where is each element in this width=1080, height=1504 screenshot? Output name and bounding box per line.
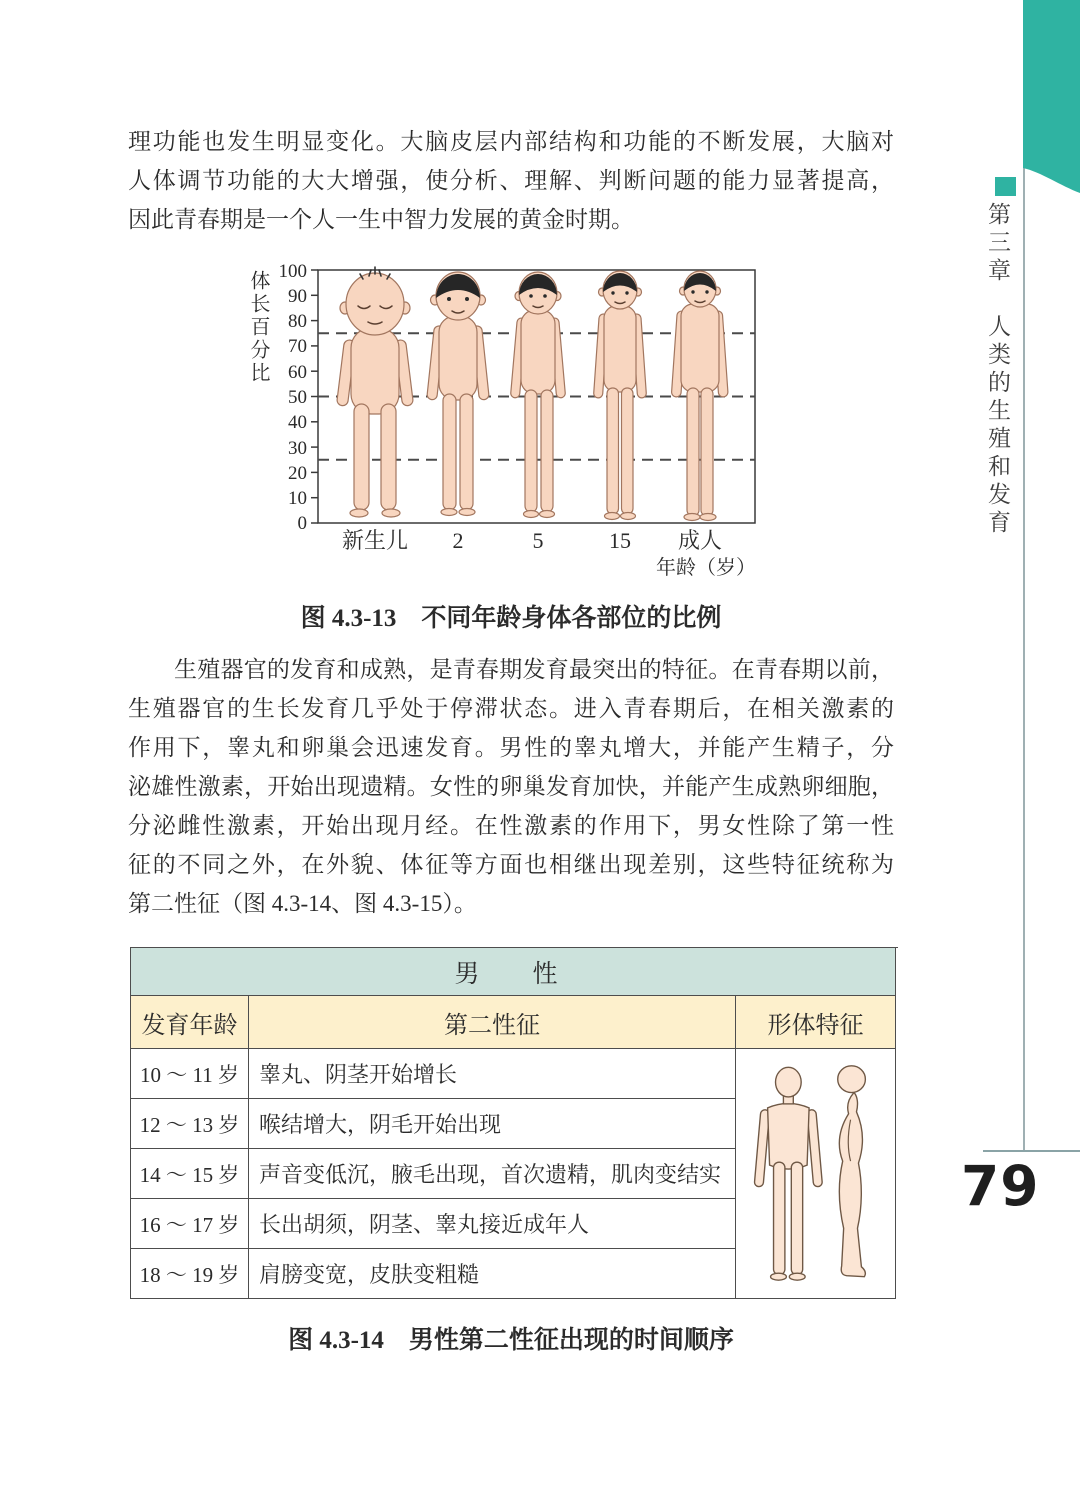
- chapter-title-vertical: 第三章 人类的生殖和发育: [985, 202, 1011, 538]
- x-axis-label: 年龄（岁）: [656, 557, 756, 579]
- table-row-traits: 喉结增大，阴毛开始出现: [249, 1099, 736, 1149]
- svg-text:新生儿: 新生儿: [341, 528, 409, 553]
- x-category-labels: [342, 528, 722, 553]
- table-row-traits: 声音变低沉，腋毛出现，首次遗精，肌肉变结实: [249, 1149, 736, 1199]
- paragraph-line: 征的不同之外，在外貌、体征等方面也相继出现差别，这些特征统称为: [128, 852, 894, 877]
- column-header-traits: 第二性征: [249, 996, 736, 1049]
- figure-caption-4-3-14: 图 4.3-14 男性第二性征出现的时间顺序: [288, 1327, 734, 1354]
- table-row-age: 12 ～ 13 岁: [131, 1099, 249, 1149]
- paragraph-line: 分泌雌性激素，开始出现月经。在性激素的作用下，男女性除了第一性: [128, 813, 894, 838]
- svg-text:15: 15: [609, 528, 631, 553]
- paragraph-intelligence: [128, 122, 894, 239]
- svg-text:2: 2: [452, 528, 464, 553]
- paragraph-reproductive-development: [128, 650, 894, 923]
- column-header-body: 形体特征: [736, 996, 896, 1049]
- svg-text:20: 20: [288, 463, 307, 484]
- svg-text:成人: 成人: [677, 528, 723, 553]
- svg-text:5: 5: [532, 528, 544, 553]
- table-row-age: 16 ～ 17 岁: [131, 1199, 249, 1249]
- silhouette-side: [837, 1065, 865, 1276]
- page-number: 79: [961, 1154, 1040, 1218]
- figure-body-proportions: [240, 256, 780, 591]
- figure-age-2: [427, 272, 490, 516]
- svg-text:70: 70: [288, 336, 307, 357]
- corner-teal-block: [1023, 0, 1080, 200]
- svg-text:100: 100: [278, 261, 307, 282]
- table-row-age: 18 ～ 19 岁: [131, 1249, 249, 1299]
- svg-text:30: 30: [288, 438, 307, 459]
- figure-caption-4-3-13: 图 4.3-13 不同年龄身体各部位的比例: [300, 605, 722, 632]
- figure-age-15: [593, 271, 646, 520]
- proportions-chart-svg: [240, 256, 780, 591]
- paragraph-line: 作用下，睾丸和卵巢会迅速发育。男性的睾丸增大，并能产生精子，分: [128, 735, 894, 760]
- table-row-traits: 长出胡须，阴茎、睾丸接近成年人: [249, 1199, 736, 1249]
- body-silhouettes: [737, 1050, 895, 1298]
- table-row-traits: 睾丸、阴茎开始增长: [249, 1049, 736, 1099]
- paragraph-line: 人体调节功能的大大增强，使分析、理解、判断问题的能力显著提高，: [128, 168, 894, 193]
- paragraph-line: 理功能也发生明显变化。大脑皮层内部结构和功能的不断发展，大脑对: [128, 129, 894, 154]
- y-tick-labels: [279, 261, 308, 534]
- male-characteristics-table: [130, 947, 898, 1299]
- paragraph-line: 生殖器官的发育和成熟，是青春期发育最突出的特征。在青春期以前，: [174, 657, 894, 682]
- paragraph-line: 生殖器官的生长发育几乎处于停滞状态。进入青春期后，在相关激素的: [128, 696, 894, 721]
- svg-text:60: 60: [288, 362, 307, 383]
- table-row-traits: 肩膀变宽，皮肤变粗糙: [249, 1249, 736, 1299]
- silhouette-front: [754, 1067, 822, 1280]
- figure-age-5: [510, 272, 565, 518]
- chapter-marker-square: [995, 177, 1016, 196]
- pagenum-horizontal-rule: [983, 1150, 1080, 1152]
- svg-text:90: 90: [288, 286, 307, 307]
- body-shape-cell: [736, 1049, 896, 1299]
- paragraph-line: 泌雄性激素，开始出现遗精。女性的卵巢发育加快，并能产生成熟卵细胞，: [128, 774, 894, 799]
- table-title: 男 性: [131, 948, 896, 996]
- y-tick-marks: [311, 270, 318, 523]
- figure-newborn: [336, 267, 413, 517]
- table-row-age: 14 ～ 15 岁: [131, 1149, 249, 1199]
- table-row-age: 10 ～ 11 岁: [131, 1049, 249, 1099]
- paragraph-line: 第二性征（图 4.3-14、图 4.3-15）。: [128, 891, 477, 916]
- svg-text:10: 10: [288, 488, 307, 509]
- svg-text:40: 40: [288, 412, 307, 433]
- column-header-age: 发育年龄: [131, 996, 249, 1049]
- svg-text:80: 80: [288, 311, 307, 332]
- svg-text:0: 0: [297, 513, 307, 534]
- svg-text:50: 50: [288, 387, 307, 408]
- chart-y-axis-label: 体长百分比: [247, 270, 269, 385]
- paragraph-line: 因此青春期是一个人一生中智力发展的黄金时期。: [128, 207, 634, 232]
